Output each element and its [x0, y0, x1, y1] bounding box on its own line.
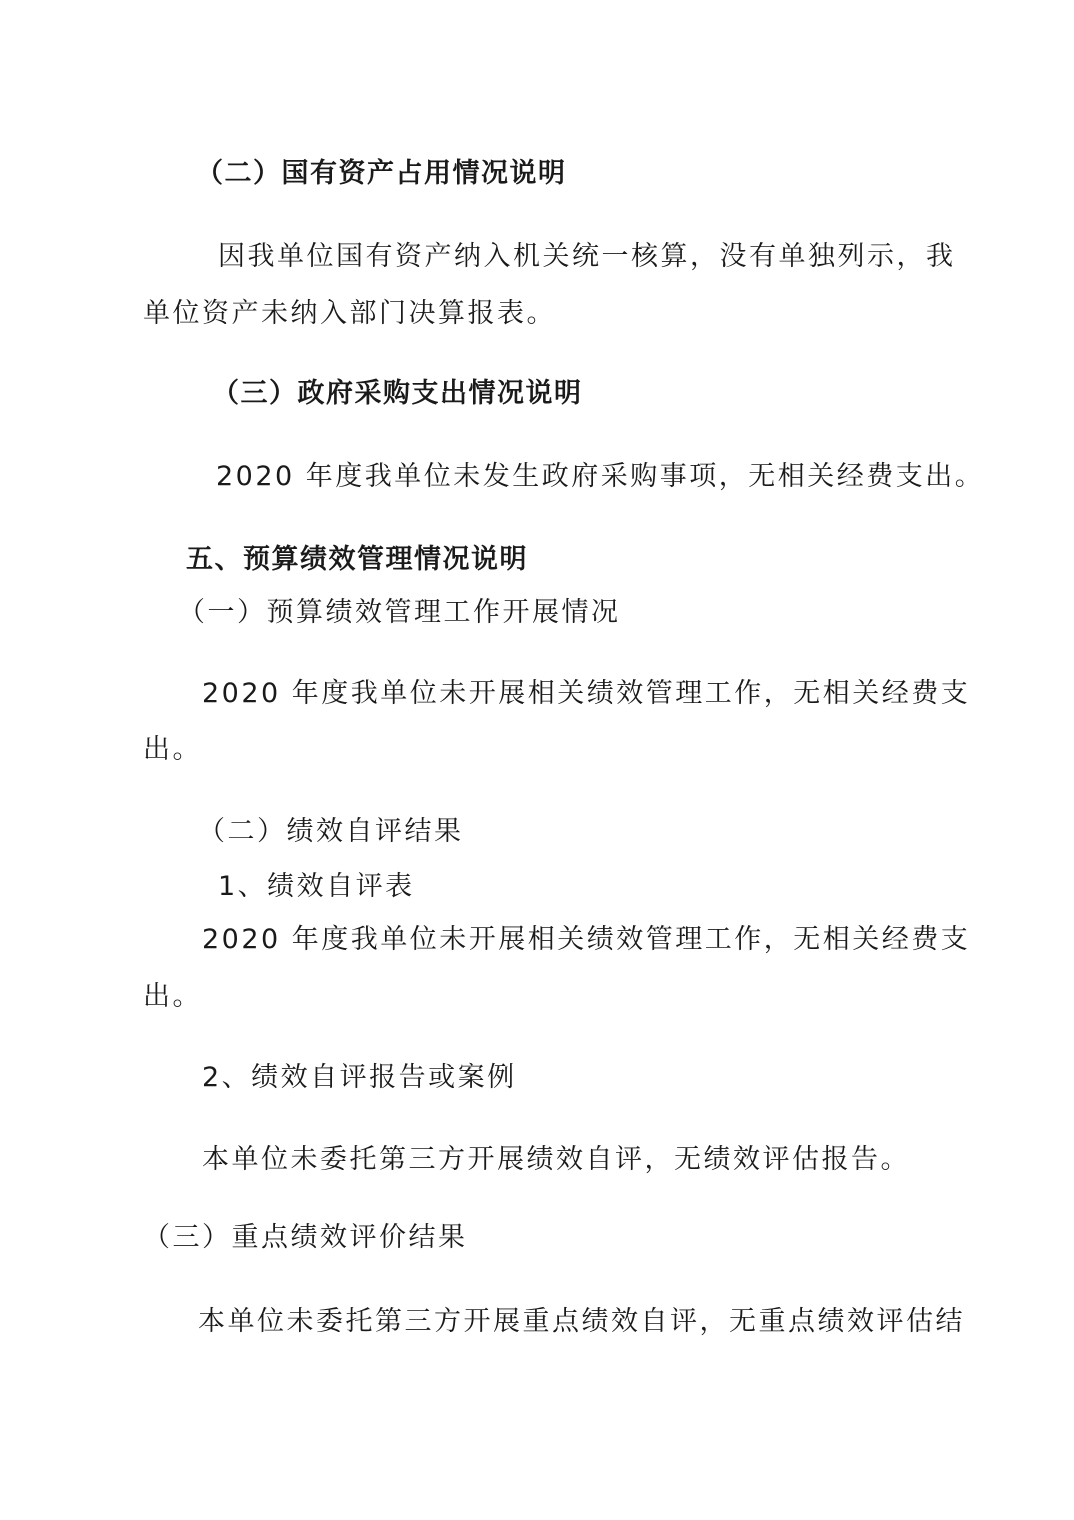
section-heading-assets: （二）国有资产占用情况说明: [196, 158, 567, 189]
item-heading-self-evaluation-table: 1、绩效自评表: [218, 871, 415, 902]
subsection-heading-self-evaluation: （二）绩效自评结果: [198, 816, 464, 847]
paragraph-performance-work-line1: 2020 年度我单位未开展相关绩效管理工作，无相关经费支: [202, 678, 971, 709]
item-heading-self-evaluation-report: 2、绩效自评报告或案例: [202, 1062, 517, 1093]
paragraph-self-evaluation-report: 本单位未委托第三方开展绩效自评，无绩效评估报告。: [202, 1144, 910, 1175]
section-heading-procurement: （三）政府采购支出情况说明: [212, 378, 583, 409]
paragraph-key-evaluation-line1: 本单位未委托第三方开展重点绩效自评，无重点绩效评估结: [198, 1306, 965, 1337]
subsection-heading-performance-work: （一）预算绩效管理工作开展情况: [178, 597, 621, 628]
section-heading-performance: 五、预算绩效管理情况说明: [186, 544, 528, 575]
subsection-heading-key-evaluation: （三）重点绩效评价结果: [143, 1222, 468, 1253]
paragraph-self-evaluation-table-line1: 2020 年度我单位未开展相关绩效管理工作，无相关经费支: [202, 924, 971, 955]
paragraph-assets-line2: 单位资产未纳入部门决算报表。: [143, 298, 556, 329]
paragraph-assets-line1: 因我单位国有资产纳入机关统一核算，没有单独列示，我: [218, 241, 956, 272]
paragraph-procurement: 2020 年度我单位未发生政府采购事项，无相关经费支出。: [216, 461, 985, 492]
paragraph-self-evaluation-table-line2: 出。: [143, 981, 202, 1012]
paragraph-performance-work-line2: 出。: [143, 734, 202, 765]
